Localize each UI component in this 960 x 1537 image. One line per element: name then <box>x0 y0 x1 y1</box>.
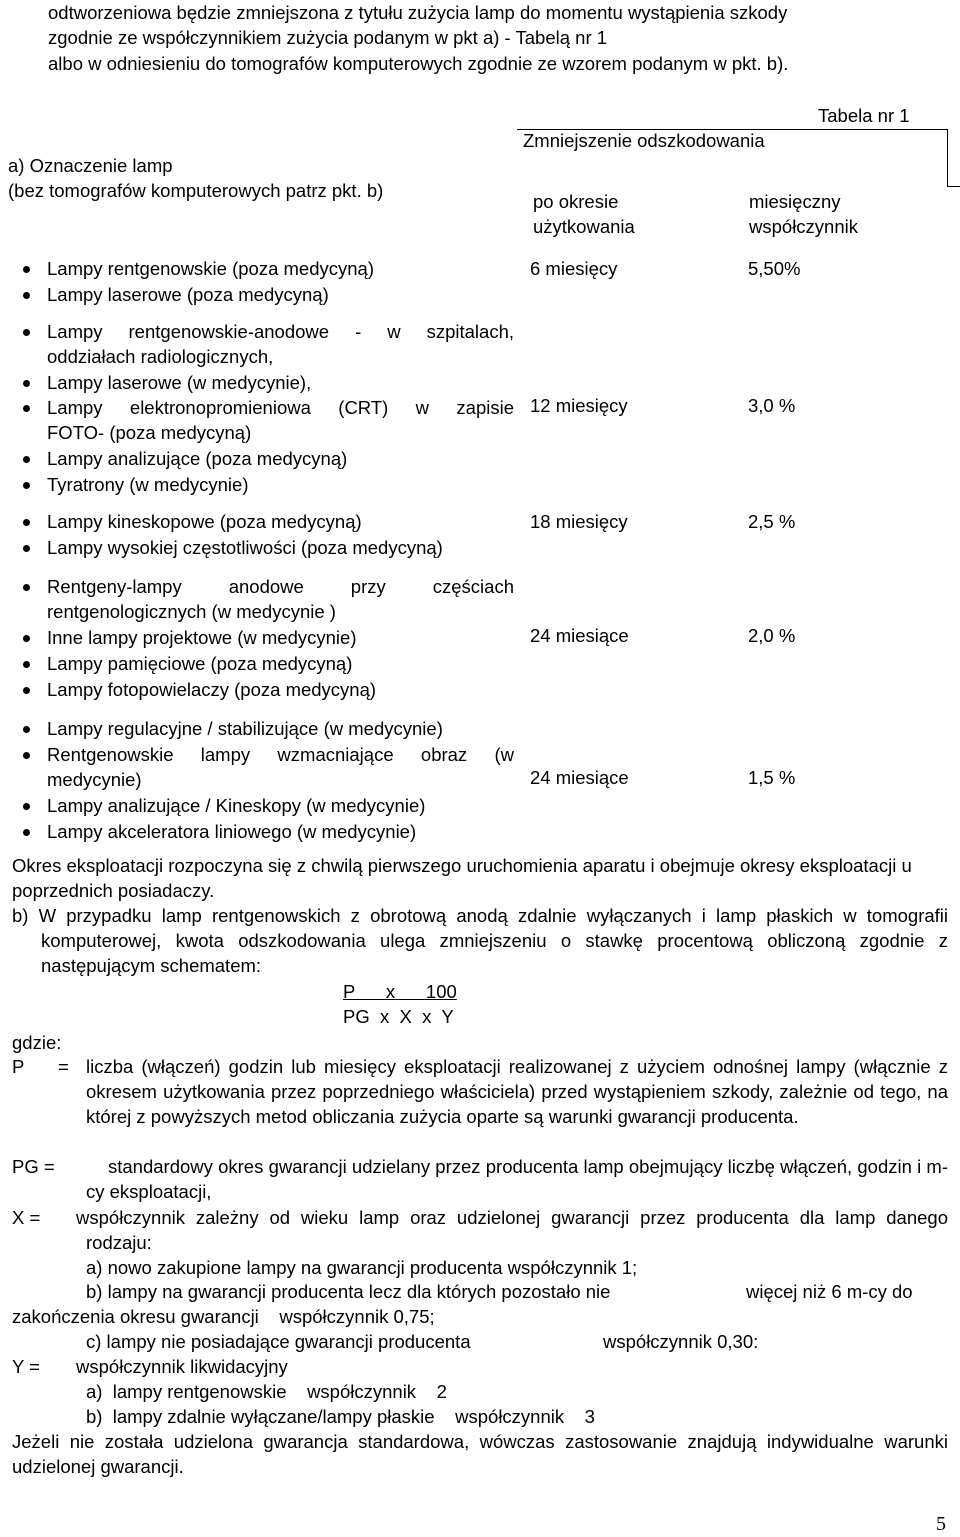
def-y-a: a) lampy rentgenowskie współczynnik 2 <box>86 1381 447 1402</box>
row2-item4: Lampy analizujące (poza medycyną) <box>47 448 348 469</box>
group-header: Zmniejszenie odszkodowania <box>523 130 765 151</box>
closing-paragraph: Jeżeli nie została udzielona gwarancja standardowa, wówczas zastosowanie znajdują indywidualne warunki udzielonej gwarancji. <box>12 1431 948 1477</box>
bullet-icon <box>23 266 30 273</box>
table-right-tick <box>947 186 960 187</box>
row3-item2: Lampy wysokiej częstotliwości (poza medycyną) <box>47 537 443 558</box>
row1-factor: 5,50% <box>748 258 801 279</box>
def-p-eq: = <box>58 1056 69 1077</box>
row5-item4: Lampy akceleratora liniowego (w medycynie) <box>47 821 417 842</box>
def-x-b-part3: zakończenia okresu gwarancji współczynnik 0,75; <box>12 1306 435 1327</box>
row4-period: 24 miesiące <box>530 625 629 646</box>
col2-header-line2: użytkowania <box>533 216 635 237</box>
def-x-symbol: X = <box>12 1207 41 1228</box>
row2-period: 12 miesięcy <box>530 395 628 416</box>
bullet-icon <box>23 635 30 642</box>
def-y-b: b) lampy zdalnie wyłączane/lampy płaskie współczynnik 3 <box>86 1406 595 1427</box>
def-x-c-part1: c) lampy nie posiadające gwarancji producenta <box>86 1331 471 1352</box>
where-label: gdzie: <box>12 1032 62 1053</box>
col3-header-line1: miesięczny <box>749 191 841 212</box>
bullet-icon <box>23 456 30 463</box>
def-x-b-part2: więcej niż 6 m-cy do <box>746 1281 913 1302</box>
row1-item2: Lampy laserowe (poza medycyną) <box>47 284 329 305</box>
row5-item2-line2: medycynie) <box>47 769 142 790</box>
row3-factor: 2,5 % <box>748 511 796 532</box>
bullet-icon <box>23 687 30 694</box>
page-number: 5 <box>936 1513 946 1535</box>
row4-item3: Lampy pamięciowe (poza medycyną) <box>47 653 353 674</box>
col1-header-line2: (bez tomografów komputerowych patrz pkt. b) <box>8 180 384 201</box>
bullet-icon <box>23 380 30 387</box>
bullet-icon <box>23 482 30 489</box>
row2-item1-line1: Lampy rentgenowskie-anodowe - w szpitalach, <box>47 321 514 342</box>
def-x-a: a) nowo zakupione lampy na gwarancji producenta współczynnik 1; <box>86 1257 638 1278</box>
bullet-icon <box>23 752 30 759</box>
row5-item2-line1: Rentgenowskie lampy wzmacniające obraz (w <box>47 744 514 765</box>
row4-item4: Lampy fotopowielaczy (poza medycyną) <box>47 679 377 700</box>
row2-item3-line1: Lampy elektronopromieniowa (CRT) w zapisie <box>47 397 514 418</box>
intro-line-1: odtworzeniowa będzie zmniejszona z tytułu zużycia lamp do momentu wystąpienia szkody <box>48 2 788 23</box>
bullet-icon <box>23 726 30 733</box>
row5-item3: Lampy analizujące / Kineskopy (w medycynie) <box>47 795 426 816</box>
row2-item1-line2: oddziałach radiologicznych, <box>47 346 274 367</box>
col1-header-line1: a) Oznaczenie lamp <box>8 155 173 176</box>
row5-item1: Lampy regulacyjne / stabilizujące (w medycynie) <box>47 718 443 739</box>
bullet-icon <box>23 829 30 836</box>
bullet-icon <box>23 545 30 552</box>
row1-period: 6 miesięcy <box>530 258 618 279</box>
intro-line-3: albo w odniesieniu do tomografów komputerowych zgodnie ze wzorem podanym w pkt. b). <box>48 53 789 74</box>
bullet-icon <box>23 519 30 526</box>
bullet-icon <box>23 661 30 668</box>
row4-factor: 2,0 % <box>748 625 796 646</box>
row5-period: 24 miesiące <box>530 767 629 788</box>
bullet-icon <box>23 584 30 591</box>
row2-item3-line2: FOTO- (poza medycyną) <box>47 422 252 443</box>
note-a: Okres eksploatacji rozpoczyna się z chwilą pierwszego uruchomienia aparatu i obejmuje okresy eksploatacji u poprzednich posiadaczy. <box>12 855 912 901</box>
row5-factor: 1,5 % <box>748 767 796 788</box>
formula-denominator: PG x X x Y <box>343 1006 454 1027</box>
def-x-c-part2: współczynnik 0,30: <box>603 1331 759 1352</box>
row3-item1: Lampy kineskopowe (poza medycyną) <box>47 511 362 532</box>
def-x-b-part1: b) lampy na gwarancji producenta lecz dla których pozostało nie <box>86 1281 611 1302</box>
def-y-symbol: Y = <box>12 1356 40 1377</box>
row4-item1-line1: Rentgeny-lampy anodowe przy częściach <box>47 576 514 597</box>
def-pg-text: standardowy okres gwarancji udzielany przez producenta lamp obejmujący liczbę włączeń, godzin i m-cy eksploatacji, <box>86 1156 948 1202</box>
bullet-icon <box>23 803 30 810</box>
def-y-text: współczynnik likwidacyjny <box>76 1356 288 1377</box>
col3-header-line2: współczynnik <box>749 216 858 237</box>
intro-line-2: zgodnie ze współczynnikiem zużycia podanym w pkt a) - Tabelą nr 1 <box>48 27 608 48</box>
def-p-symbol: P <box>12 1056 25 1077</box>
row2-factor: 3,0 % <box>748 395 796 416</box>
bullet-icon <box>23 292 30 299</box>
table-caption: Tabela nr 1 <box>818 105 910 126</box>
row1-item1: Lampy rentgenowskie (poza medycyną) <box>47 258 374 279</box>
def-p-text: liczba (włączeń) godzin lub miesięcy eksploatacji realizowanej z użyciem odnośnej lampy (włącznie z okresem użytkowania przez poprzedniego właściciela) przed wystąpieniem szkody, zależnie od tego, na której z powyższych metod obliczania zużycia oparte są warunki gwarancji producenta. <box>86 1056 948 1127</box>
table-right-border <box>947 129 948 187</box>
row4-item2: Inne lampy projektowe (w medycynie) <box>47 627 357 648</box>
row2-item5: Tyratrony (w medycynie) <box>47 474 249 495</box>
formula-numerator: P x 100 <box>343 981 457 1002</box>
def-x-text: współczynnik zależny od wieku lamp oraz udzielonej gwarancji przez producenta dla lamp danego rodzaju: <box>76 1207 948 1253</box>
bullet-icon <box>23 405 30 412</box>
bullet-icon <box>23 329 30 336</box>
section-b: b) W przypadku lamp rentgenowskich z obrotową anodą zdalnie wyłączanych i lamp płaskich w tomografii komputerowej, kwota odszkodowania ulega zmniejszeniu o stawkę procentową obliczoną zgodnie z następującym schematem: <box>12 905 948 976</box>
row4-item1-line2: rentgenologicznych (w medycynie ) <box>47 601 336 622</box>
row2-item2: Lampy laserowe (w medycynie), <box>47 372 312 393</box>
row3-period: 18 miesięcy <box>530 511 628 532</box>
col2-header-line1: po okresie <box>533 191 619 212</box>
def-pg-symbol: PG = <box>12 1156 55 1177</box>
